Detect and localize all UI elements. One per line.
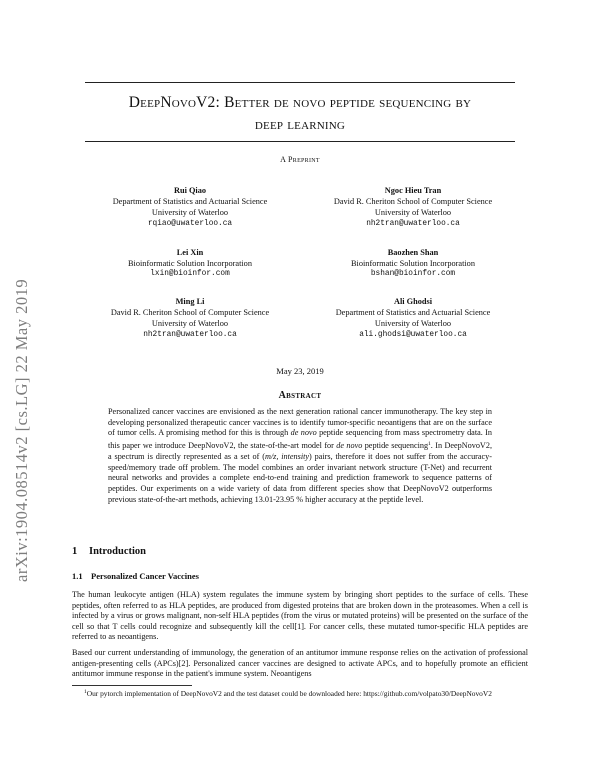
author-affiliation: David R. Cheriton School of Computer Science — [110, 308, 270, 318]
abstract-fragment: . In DeepNovoV2, a spectrum is directly represented as a set of ( — [108, 441, 492, 461]
author-name: Ngoc Hieu Tran — [384, 186, 442, 195]
arxiv-identifier[interactable]: arXiv:1904.08514v2 [cs.LG] 22 May 2019 — [12, 278, 31, 582]
subsection-number: 1.1 — [72, 571, 83, 581]
footnote-reference[interactable]: 1 — [428, 441, 431, 448]
author-university: University of Waterloo — [374, 319, 452, 329]
author-block-baozhen-shan — [298, 247, 528, 281]
preprint-label: A Preprint — [280, 155, 320, 164]
publication-date: May 23, 2019 — [276, 366, 324, 376]
author-block-ngoc-hieu-tran — [298, 185, 528, 230]
paper-title — [70, 92, 530, 136]
author-email[interactable]: lxin@bioinfor.com — [150, 270, 230, 279]
footnote-text[interactable]: Our pytorch implementation of DeepNovoV2 and the test dataset could be downloaded here: https://github.com/volpato30/DeepNovoV2 — [86, 689, 492, 698]
abstract-emphasis: de novo — [336, 441, 363, 451]
author-name: Rui Qiao — [173, 186, 207, 195]
author-affiliation: Department of Statistics and Actuarial Science — [112, 197, 268, 207]
body-paragraph-1 — [72, 590, 528, 643]
abstract-fragment: Personalized cancer vaccines are envisioned as the next generation rational cancer immunotherapy. The key step in developing personalized therapeutic cancer vaccines is to identify tumor-specific neoantigens that are on the surface of tumor cells. A promising method for this is through — [108, 407, 492, 438]
abstract-fragment: ) pairs, therefore it does not suffer from the accuracy-speed/memory trade off problem. The model combines an order invariant network structure (T-Net) and recurrent neural networks and provides a complete end-to-end training and prediction framework to sequence patterns of peptides. Our experiments on a wide variety of data from different species show that DeepNovoV2 outperforms previous state-of-the-art methods, achieving 13.01-23.95 % higher accuracy at the peptide level. — [108, 451, 492, 504]
title-line-1: DeepNovoV2: Better de novo peptide sequencing by — [128, 94, 472, 111]
abstract-fragment: peptide sequencing — [362, 441, 429, 451]
author-affiliation: Department of Statistics and Actuarial Science — [335, 308, 491, 318]
title-top-rule — [85, 82, 515, 83]
title-line-2: deep learning — [254, 116, 346, 133]
author-university: University of Waterloo — [151, 319, 229, 329]
author-affiliation: Bioinformatic Solution Incorporation — [128, 259, 252, 269]
author-name: Lei Xin — [176, 248, 204, 257]
abstract-emphasis: m/z, intensity — [264, 451, 310, 461]
author-name: Ming Li — [175, 297, 205, 306]
author-affiliation: David R. Cheriton School of Computer Science — [333, 197, 493, 207]
subsection-title: Personalized Cancer Vaccines — [91, 571, 199, 581]
section-heading-introduction — [72, 546, 146, 557]
author-email[interactable]: bshan@bioinfor.com — [370, 270, 456, 279]
author-name: Baozhen Shan — [387, 248, 439, 257]
abstract-fragment: peptide sequencing from mass spectrometry data. In this paper we introduce DeepNovoV2, the state-of-the-art model for — [108, 428, 492, 451]
body-paragraph-2 — [72, 648, 528, 680]
section-number: 1 — [72, 546, 78, 557]
title-bottom-rule — [85, 141, 515, 142]
author-block-ali-ghodsi — [298, 296, 528, 341]
author-university: University of Waterloo — [374, 208, 452, 218]
author-university: University of Waterloo — [151, 208, 229, 218]
author-name: Ali Ghodsi — [393, 297, 433, 306]
footnote-mark: 1 — [84, 689, 87, 695]
footnote — [72, 688, 528, 699]
paragraph-text: The human leukocyte antigen (HLA) system regulates the immune system by bringing short peptides to the surface of cells. These peptides, often referred to as HLA peptides, are produced from digested proteins that are broken down in the proteasomes. When a cell is infected by a virus or grows malignant, non-self HLA peptides (from the virus or mutated proteins) will be presented on the surface of the cell so that T cells could recognize and subsequently kill the cell[1]. For cancer cells, these mutated tumor-specific HLA peptides are referred to as neoantigens. — [72, 590, 528, 641]
section-title: Introduction — [89, 546, 146, 557]
abstract-emphasis: de novo — [290, 428, 317, 438]
author-email[interactable]: nh2tran@uwaterloo.ca — [143, 330, 237, 339]
footnote-rule — [72, 685, 192, 686]
abstract-heading: Abstract — [278, 390, 322, 401]
author-affiliation: Bioinformatic Solution Incorporation — [351, 259, 475, 269]
subsection-heading-personalized-cancer-vaccines — [72, 571, 199, 581]
abstract-text — [108, 407, 492, 505]
author-email[interactable]: nh2tran@uwaterloo.ca — [366, 219, 460, 228]
author-block-ming-li — [75, 296, 305, 341]
author-block-rui-qiao — [75, 185, 305, 230]
author-email[interactable]: ali.ghodsi@uwaterloo.ca — [359, 330, 467, 339]
paragraph-text: Based our current understanding of immunology, the generation of an antitumor immune response relies on the activation of professional antigen-presenting cells (APCs)[2]. Personalized cancer vaccines are designed to activate APCs, and to hopefully promote an efficient antitumor immune response in the patient's immune system. Neoantigens — [72, 648, 528, 678]
author-block-lei-xin — [75, 247, 305, 281]
author-email[interactable]: rqiao@uwaterloo.ca — [147, 219, 233, 228]
